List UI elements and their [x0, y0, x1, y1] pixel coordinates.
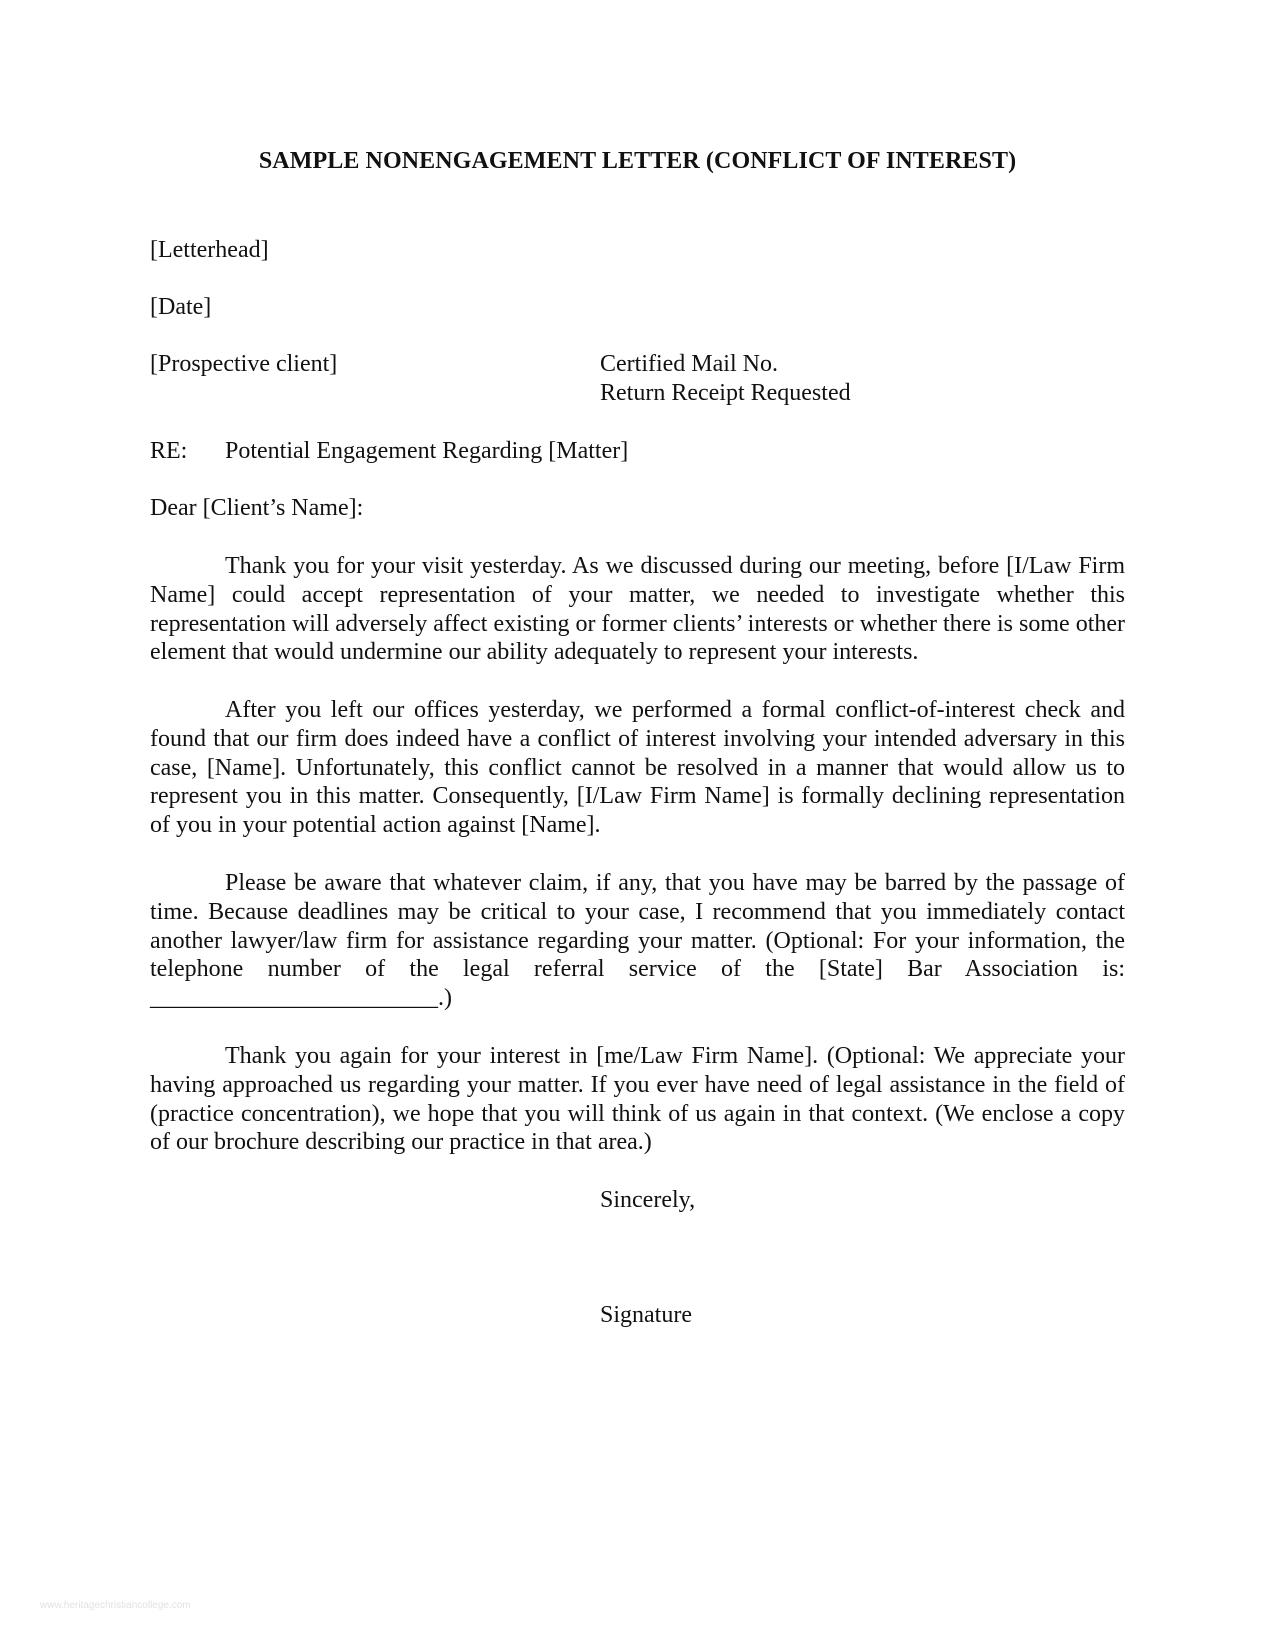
closing: Sincerely, [600, 1187, 696, 1213]
re-subject: Potential Engagement Regarding [Matter] [225, 438, 629, 464]
salutation: Dear [Client’s Name]: [150, 495, 364, 521]
date-placeholder: [Date] [150, 294, 212, 320]
signature: Signature [600, 1302, 692, 1328]
document-title: SAMPLE NONENGAGEMENT LETTER (CONFLICT OF INTEREST) [258, 148, 1017, 174]
recipient-placeholder: [Prospective client] [150, 351, 338, 377]
body-paragraph-2: After you left our offices yesterday, we performed a formal conflict-of-interest check and found that our firm does indeed have a conflict of interest involving your intended adversary in this case, [Name]. Unfortunately, this conflict cannot be resolved in a manner that would allow us to represent you in this matter. Consequently, [I/Law Firm Name] is formally declining representation of you in your potential action against [Name]. [150, 697, 1125, 839]
body-paragraph-4: Thank you again for your interest in [me/Law Firm Name]. (Optional: We appreciate your having approached us regarding your matter. If you ever have need of legal assistance in the field of (practice concentration), we hope that you will think of us again in that context. (We enclose a copy of our brochure describing our practice in that area.) [150, 1043, 1125, 1156]
letterhead-placeholder: [Letterhead] [150, 237, 269, 263]
re-label: RE: [150, 438, 188, 464]
return-receipt-line: Return Receipt Requested [600, 380, 851, 406]
watermark-text: www.heritagechristiancollege.com [40, 1600, 191, 1611]
body-paragraph-3: Please be aware that whatever claim, if any, that you have may be barred by the passage of time. Because deadlines may be critical to your case, I recommend that you immediately contact another lawyer/law firm for assistance regarding your matter. (Optional: For your information, the telephone number of the legal referral service of the [State] Bar Association is: ________________________.) [150, 870, 1125, 1012]
body-paragraph-1: Thank you for your visit yesterday. As we discussed during our meeting, before [I/Law Firm Name] could accept representation of your matter, we needed to investigate whether this representation will adversely affect existing or former clients’ interests or whether there is some other element that would undermine our ability adequately to represent your interests. [150, 553, 1125, 666]
certified-mail-line: Certified Mail No. [600, 351, 778, 377]
